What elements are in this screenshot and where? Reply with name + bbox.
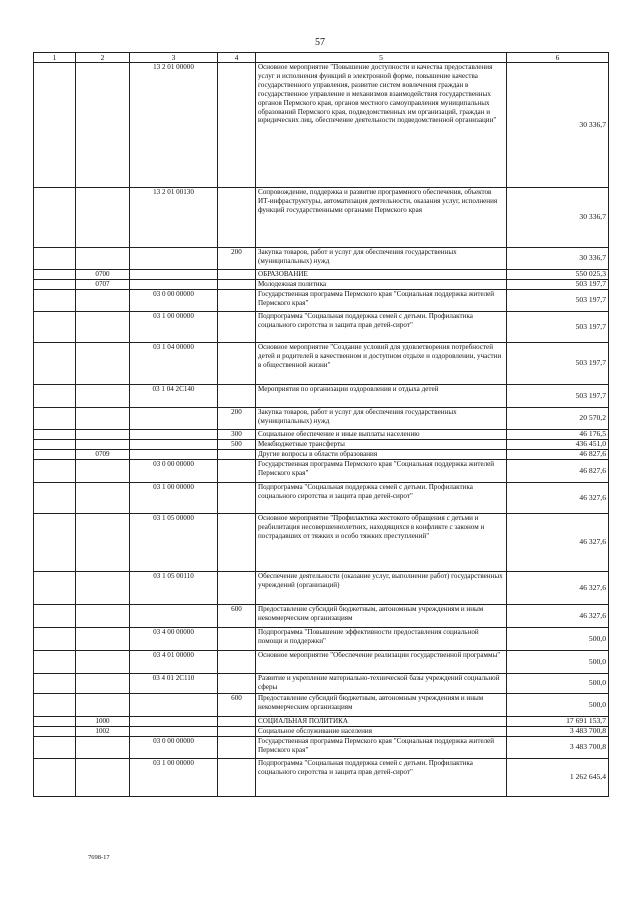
cell-target-article: 03 0 00 00000 [130, 290, 218, 312]
table-row [34, 651, 609, 674]
cell-subsection [76, 312, 130, 343]
cell-expense-type [218, 651, 256, 674]
table-row [34, 605, 609, 628]
cell-section [34, 605, 76, 628]
cell-description: Предоставление субсидий бюджетным, автономным учреждениям и иным некоммерческим организациям [256, 694, 507, 717]
cell-section [34, 651, 76, 674]
cell-expense-type [218, 737, 256, 759]
table-row [34, 717, 609, 727]
column-header: 5 [256, 53, 507, 63]
cell-description: Закупка товаров, работ и услуг для обеспечения государственных (муниципальных) нужд [256, 248, 507, 270]
table-row [34, 440, 609, 450]
cell-subsection [76, 514, 130, 572]
cell-subsection [76, 63, 130, 188]
cell-subsection [76, 430, 130, 440]
table-header-row [34, 53, 609, 63]
cell-target-article [130, 248, 218, 270]
cell-target-article: 13 2 01 00130 [130, 188, 218, 248]
cell-target-article: 03 4 00 00000 [130, 628, 218, 651]
cell-target-article: 03 1 04 00000 [130, 343, 218, 385]
cell-amount: 46 327,6 [507, 483, 609, 514]
cell-expense-type [218, 63, 256, 188]
cell-subsection [76, 408, 130, 430]
cell-expense-type [218, 674, 256, 694]
cell-description: Сопровождение, поддержка и развитие программного обеспечения, объектов ИТ-инфраструктуры, автоматизация деятельности, оказания услуг, исполнения функций государственными органами Пермского края [256, 188, 507, 248]
cell-description: Подпрограмма "Социальная поддержка семей с детьми. Профилактика социального сиротства и защита прав детей-сирот" [256, 483, 507, 514]
cell-amount: 550 025,3 [507, 270, 609, 280]
cell-expense-type [218, 188, 256, 248]
cell-expense-type: 600 [218, 605, 256, 628]
table-row [34, 312, 609, 343]
cell-amount: 17 691 153,7 [507, 717, 609, 727]
cell-amount: 503 197,7 [507, 385, 609, 408]
cell-target-article [130, 408, 218, 430]
cell-subsection: 0709 [76, 450, 130, 460]
cell-target-article [130, 440, 218, 450]
table-row [34, 280, 609, 290]
cell-description: Предоставление субсидий бюджетным, автономным учреждениям и иным некоммерческим организациям [256, 605, 507, 628]
cell-target-article [130, 605, 218, 628]
column-header: 1 [34, 53, 76, 63]
cell-section [34, 737, 76, 759]
cell-section [34, 188, 76, 248]
table-row [34, 514, 609, 572]
cell-section [34, 408, 76, 430]
cell-expense-type [218, 727, 256, 737]
cell-section [34, 628, 76, 651]
cell-amount: 500,0 [507, 674, 609, 694]
cell-target-article: 03 1 00 00000 [130, 483, 218, 514]
cell-amount: 503 197,7 [507, 290, 609, 312]
cell-subsection [76, 694, 130, 717]
table-row [34, 408, 609, 430]
table-row [34, 674, 609, 694]
cell-target-article [130, 280, 218, 290]
cell-subsection [76, 483, 130, 514]
table-row [34, 759, 609, 797]
cell-subsection [76, 628, 130, 651]
cell-expense-type [218, 450, 256, 460]
cell-expense-type [218, 628, 256, 651]
cell-target-article: 03 4 01 00000 [130, 651, 218, 674]
table-row [34, 248, 609, 270]
cell-amount: 20 570,2 [507, 408, 609, 430]
cell-description: Подпрограмма "Повышение эффективности предоставления социальной помощи и поддержки" [256, 628, 507, 651]
cell-section [34, 385, 76, 408]
cell-amount: 46 827,6 [507, 450, 609, 460]
cell-subsection [76, 385, 130, 408]
cell-description: Подпрограмма "Социальная поддержка семей с детьми. Профилактика социального сиротства и защита прав детей-сирот" [256, 759, 507, 797]
cell-target-article: 03 1 04 2С140 [130, 385, 218, 408]
column-header: 6 [507, 53, 609, 63]
cell-expense-type [218, 717, 256, 727]
table-row [34, 63, 609, 188]
cell-section [34, 63, 76, 188]
table-row [34, 737, 609, 759]
cell-expense-type [218, 483, 256, 514]
cell-amount: 500,0 [507, 628, 609, 651]
cell-subsection [76, 188, 130, 248]
cell-section [34, 343, 76, 385]
cell-subsection [76, 440, 130, 450]
cell-description: Основное мероприятие "Повышение доступности и качества предоставления услуг и исполнения функций в электронной форме, повышение качества государственного управления, развитие систем вовлечения граждан в государственное управление и механизмов взаимодействия государственных органов Пермского края, органов местного самоуправления муниципальных образований Пермского края, подведомственных им организаций, граждан и юридических лиц, обеспечение деятельности подведомственной организации" [256, 63, 507, 188]
cell-target-article: 03 1 05 00000 [130, 514, 218, 572]
table-row [34, 460, 609, 483]
cell-description: Государственная программа Пермского края "Социальная поддержка жителей Пермского края" [256, 737, 507, 759]
cell-expense-type [218, 290, 256, 312]
cell-subsection: 1000 [76, 717, 130, 727]
cell-amount: 3 483 700,8 [507, 727, 609, 737]
cell-amount: 46 327,6 [507, 605, 609, 628]
cell-section [34, 694, 76, 717]
cell-target-article [130, 727, 218, 737]
cell-section [34, 514, 76, 572]
cell-expense-type [218, 343, 256, 385]
cell-subsection: 1002 [76, 727, 130, 737]
cell-expense-type [218, 759, 256, 797]
cell-expense-type [218, 280, 256, 290]
table-row [34, 343, 609, 385]
cell-subsection [76, 248, 130, 270]
cell-section [34, 430, 76, 440]
cell-section [34, 460, 76, 483]
cell-expense-type: 200 [218, 408, 256, 430]
cell-target-article: 03 1 00 00000 [130, 759, 218, 797]
cell-section [34, 759, 76, 797]
cell-amount: 46 827,6 [507, 460, 609, 483]
cell-description: Мероприятия по организации оздоровления и отдыха детей [256, 385, 507, 408]
cell-amount: 503 197,7 [507, 312, 609, 343]
cell-section [34, 290, 76, 312]
cell-section [34, 483, 76, 514]
table-row [34, 694, 609, 717]
table-row [34, 483, 609, 514]
cell-amount: 46 176,5 [507, 430, 609, 440]
cell-subsection [76, 674, 130, 694]
cell-description: Развитие и укрепление материально-технической базы учреждений социальной сферы [256, 674, 507, 694]
cell-expense-type [218, 312, 256, 343]
cell-amount: 436 451,0 [507, 440, 609, 450]
cell-expense-type [218, 514, 256, 572]
cell-amount: 500,0 [507, 651, 609, 674]
cell-target-article: 03 1 00 00000 [130, 312, 218, 343]
cell-expense-type [218, 270, 256, 280]
cell-subsection: 0707 [76, 280, 130, 290]
document-code: 7698-17 [88, 854, 110, 861]
cell-subsection: 0700 [76, 270, 130, 280]
cell-subsection [76, 343, 130, 385]
cell-target-article [130, 694, 218, 717]
cell-expense-type: 300 [218, 430, 256, 440]
cell-description: Межбюджетные трансферты [256, 440, 507, 450]
cell-target-article: 03 1 05 00110 [130, 572, 218, 605]
cell-amount: 503 197,7 [507, 280, 609, 290]
cell-description: Социальное обеспечение и иные выплаты населению [256, 430, 507, 440]
cell-description: Обеспечение деятельности (оказание услуг, выполнение работ) государственных учреждений (организаций) [256, 572, 507, 605]
cell-section [34, 312, 76, 343]
cell-expense-type: 500 [218, 440, 256, 450]
cell-amount: 30 336,7 [507, 248, 609, 270]
column-header: 4 [218, 53, 256, 63]
cell-amount: 500,0 [507, 694, 609, 717]
cell-target-article [130, 450, 218, 460]
cell-amount: 46 327,6 [507, 514, 609, 572]
cell-description: СОЦИАЛЬНАЯ ПОЛИТИКА [256, 717, 507, 727]
cell-target-article [130, 430, 218, 440]
cell-description: Основное мероприятие "Обеспечение реализации государственной программы" [256, 651, 507, 674]
cell-subsection [76, 759, 130, 797]
cell-expense-type: 600 [218, 694, 256, 717]
table-row [34, 188, 609, 248]
cell-amount: 3 483 700,8 [507, 737, 609, 759]
cell-subsection [76, 651, 130, 674]
budget-table [33, 52, 609, 797]
table-row [34, 572, 609, 605]
cell-amount: 46 327,6 [507, 572, 609, 605]
table-row [34, 430, 609, 440]
cell-section [34, 572, 76, 605]
cell-expense-type: 200 [218, 248, 256, 270]
cell-subsection [76, 572, 130, 605]
cell-section [34, 674, 76, 694]
cell-description: Государственная программа Пермского края "Социальная поддержка жителей Пермского края" [256, 460, 507, 483]
column-header: 2 [76, 53, 130, 63]
cell-subsection [76, 460, 130, 483]
cell-amount: 503 197,7 [507, 343, 609, 385]
cell-description: Государственная программа Пермского края "Социальная поддержка жителей Пермского края" [256, 290, 507, 312]
cell-target-article [130, 270, 218, 280]
table-row [34, 450, 609, 460]
cell-description: Закупка товаров, работ и услуг для обеспечения государственных (муниципальных) нужд [256, 408, 507, 430]
cell-expense-type [218, 460, 256, 483]
cell-target-article [130, 717, 218, 727]
table-row [34, 385, 609, 408]
cell-section [34, 717, 76, 727]
table-row [34, 290, 609, 312]
cell-section [34, 440, 76, 450]
cell-description: Молодежная политика [256, 280, 507, 290]
table-row [34, 628, 609, 651]
cell-description: Основное мероприятие "Создание условий для удовлетворения потребностей детей и родителей в качественном и доступном отдыхе и оздоровлении, участии в общественной жизни" [256, 343, 507, 385]
table-row [34, 727, 609, 737]
cell-target-article: 03 0 00 00000 [130, 460, 218, 483]
cell-target-article: 03 4 01 2С110 [130, 674, 218, 694]
cell-description: Подпрограмма "Социальная поддержка семей с детьми. Профилактика социального сиротства и защита прав детей-сирот" [256, 312, 507, 343]
cell-expense-type [218, 385, 256, 408]
cell-section [34, 248, 76, 270]
cell-amount: 30 336,7 [507, 188, 609, 248]
cell-description: Основное мероприятие "Профилактика жестокого обращения с детьми и реабилитация несовершеннолетних, находящихся в конфликте с законом и пострадавших от тяжких и особо тяжких преступлений" [256, 514, 507, 572]
cell-target-article: 13 2 01 00000 [130, 63, 218, 188]
cell-description: ОБРАЗОВАНИЕ [256, 270, 507, 280]
cell-subsection [76, 605, 130, 628]
cell-amount: 1 262 645,4 [507, 759, 609, 797]
cell-target-article: 03 0 00 00000 [130, 737, 218, 759]
column-header: 3 [130, 53, 218, 63]
cell-section [34, 280, 76, 290]
cell-section [34, 270, 76, 280]
cell-subsection [76, 290, 130, 312]
cell-description: Социальное обслуживание населения [256, 727, 507, 737]
table-row [34, 270, 609, 280]
cell-description: Другие вопросы в области образования [256, 450, 507, 460]
cell-section [34, 450, 76, 460]
cell-section [34, 727, 76, 737]
page-number: 57 [315, 37, 325, 48]
cell-expense-type [218, 572, 256, 605]
cell-subsection [76, 737, 130, 759]
cell-amount: 30 336,7 [507, 63, 609, 188]
